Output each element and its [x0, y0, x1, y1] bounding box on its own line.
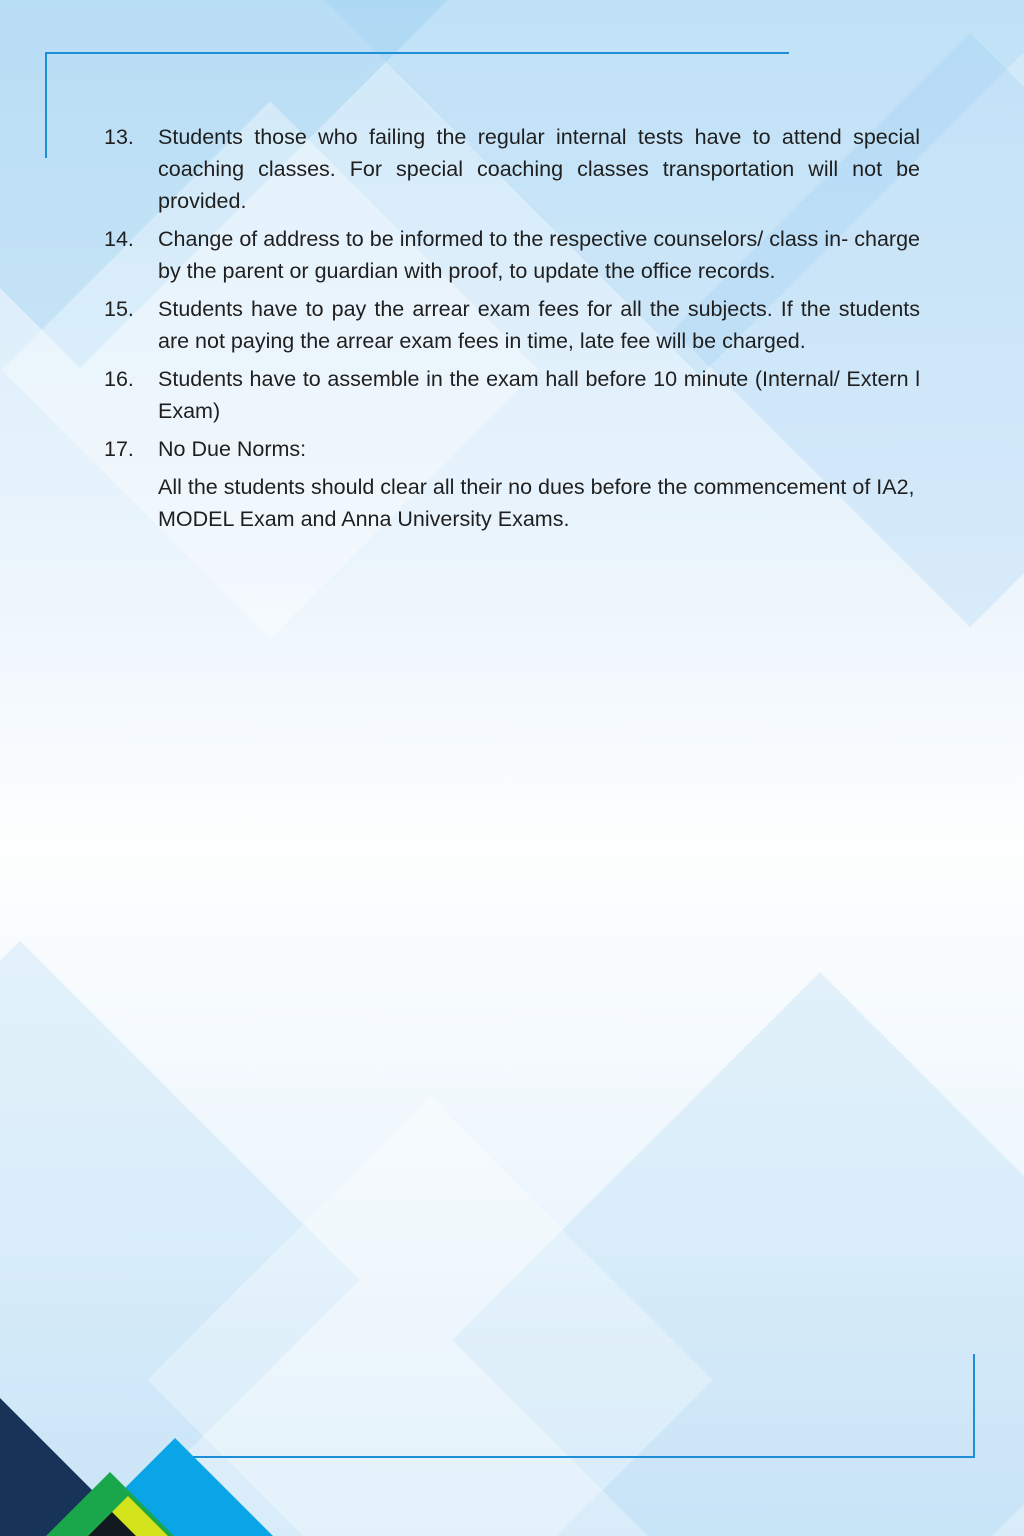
item-number: 16.	[104, 367, 134, 391]
frame-top-line	[45, 52, 789, 54]
corner-decoration	[0, 1380, 300, 1536]
rules-list	[104, 121, 932, 535]
item-text: Students those who failing the regular internal tests have to attend special coaching classes. For special coaching classes transportation will not be provided.	[158, 125, 920, 213]
item-number: 17.	[104, 437, 134, 461]
frame-left-line	[45, 52, 47, 158]
list-item	[104, 223, 932, 287]
item-text: Change of address to be informed to the respective counselors/ class in- charge by the parent or guardian with proof, to update the office records.	[158, 227, 920, 283]
item-text: No Due Norms:	[158, 437, 307, 461]
list-item	[104, 121, 932, 217]
list-item	[104, 433, 932, 465]
list-item	[104, 293, 932, 357]
item-number: 15.	[104, 297, 134, 321]
item-number: 13.	[104, 125, 134, 149]
item-text: Students have to assemble in the exam hall before 10 minute (Internal/ Extern l Exam)	[158, 367, 920, 423]
item-number: 14.	[104, 227, 134, 251]
no-due-detail: All the students should clear all their no dues before the commencement of IA2, MODEL Exam and Anna University Exams.	[158, 475, 915, 531]
list-item	[104, 363, 932, 427]
item-text: Students have to pay the arrear exam fees for all the subjects. If the students are not paying the arrear exam fees in time, late fee will be charged.	[158, 297, 920, 353]
background-diamond	[452, 972, 1024, 1536]
frame-right-line	[973, 1354, 975, 1458]
